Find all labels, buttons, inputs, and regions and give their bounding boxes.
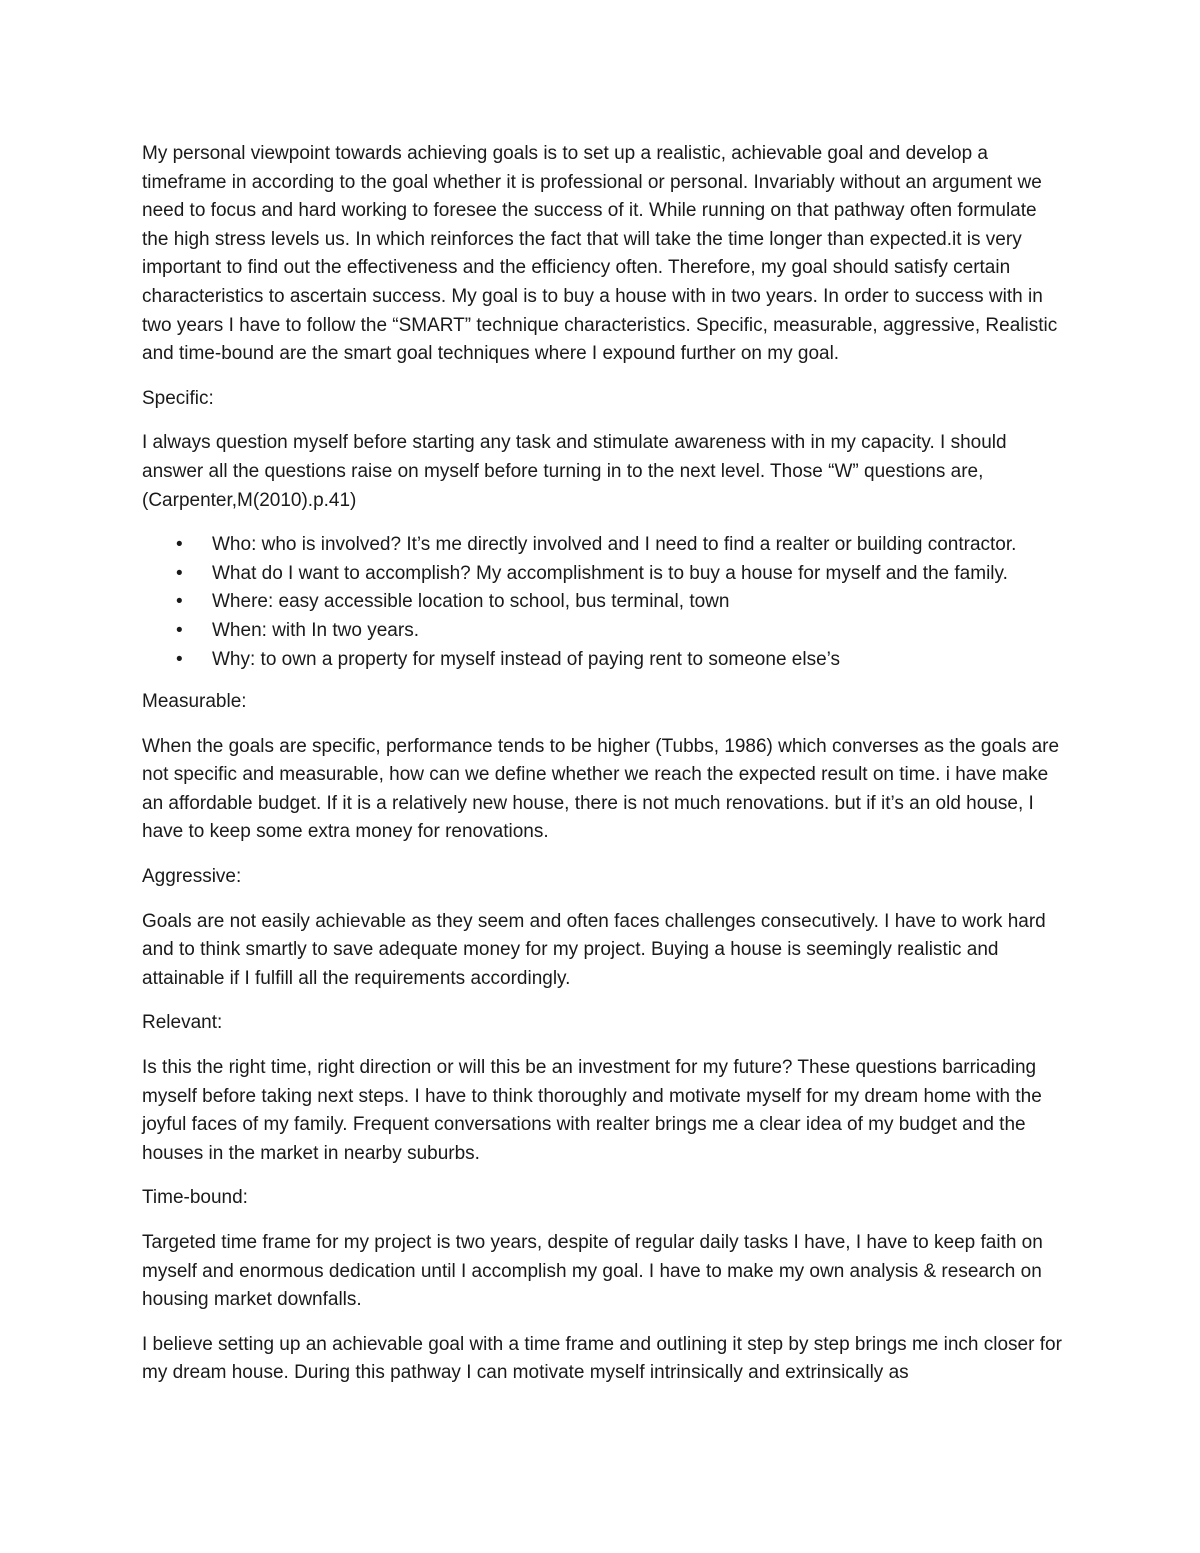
measurable-heading: Measurable: — [142, 691, 247, 713]
list-item-text: Why: to own a property for myself instead of paying rent to someone else’s — [212, 648, 841, 670]
w-questions-list — [142, 531, 1067, 674]
document-body — [142, 140, 1067, 1404]
list-item — [142, 617, 1067, 646]
list-item — [142, 588, 1067, 617]
list-item — [142, 646, 1067, 675]
bullet-icon: • — [176, 534, 183, 556]
bullet-icon: • — [176, 648, 183, 670]
bullet-icon: • — [176, 562, 183, 584]
relevant-paragraph: Is this the right time, right direction or will this be an investment for my future? These questions barricading myself before taking next steps. I have to think thoroughly and motivate myself for my dream home with the joyful faces of my family. Frequent conversations with realter brings me a clear idea of my budget and the houses in the market in nearby suburbs. — [142, 1057, 1042, 1164]
closing-paragraph: I believe setting up an achievable goal with a time frame and outlining it step by step brings me inch closer for my dream house. During this pathway I can motivate myself intrinsically and extrinsically as — [142, 1333, 1062, 1384]
measurable-paragraph: When the goals are specific, performance tends to be higher (Tubbs, 1986) which converses as the goals are not specific and measurable, how can we define whether we reach the expected result on time. i have make an affordable budget. If it is a relatively new house, there is not much renovations. but if it’s an old house, I have to keep some extra money for renovations. — [142, 735, 1060, 843]
timebound-paragraph: Targeted time frame for my project is two years, despite of regular daily tasks I have, I have to keep faith on myself and enormous dedication until I accomplish my goal. I have to make my own analysis & research on housing market downfalls. — [142, 1232, 1043, 1311]
list-item — [142, 560, 1067, 589]
list-item-text: Who: who is involved? It’s me directly involved and I need to find a realter or building contractor. — [212, 534, 1017, 556]
aggressive-paragraph: Goals are not easily achievable as they seem and often faces challenges consecutively. I have to work hard and to think smartly to save adequate money for my project. Buying a house is seemingly realistic and attainable if I fulfill all the requirements accordingly. — [142, 910, 1046, 989]
aggressive-heading: Aggressive: — [142, 866, 242, 888]
bullet-icon: • — [176, 591, 183, 613]
list-item-text: What do I want to accomplish? My accomplishment is to buy a house for myself and the family. — [212, 562, 1008, 584]
intro-paragraph: My personal viewpoint towards achieving goals is to set up a realistic, achievable goal and develop a timeframe in according to the goal whether it is professional or personal. Invariably without an argument we need to focus and hard working to foresee the success of it. While running on that pathway often formulate the high stress levels us. In which reinforces the fact that will take the time longer than expected.it is very important to find out the effectiveness and the efficiency often. Therefore, my goal should satisfy certain characteristics to ascertain success. My goal is to buy a house with in two years. In order to success with in two years I have to follow the “SMART” technique characteristics. Specific, measurable, aggressive, Realistic and time-bound are the smart goal techniques where I expound further on my goal. — [142, 143, 1058, 365]
list-item-text: Where: easy accessible location to school, bus terminal, town — [212, 591, 730, 613]
relevant-heading: Relevant: — [142, 1012, 223, 1034]
specific-heading: Specific: — [142, 387, 214, 409]
list-item — [142, 531, 1067, 560]
bullet-icon: • — [176, 619, 183, 641]
specific-paragraph: I always question myself before starting any task and stimulate awareness with in my capacity. I should answer all the questions raise on myself before turning in to the next level. Those “W” questions are, (Carpenter,M(2010).p.41) — [142, 432, 1007, 511]
list-item-text: When: with In two years. — [212, 619, 419, 641]
timebound-heading: Time-bound: — [142, 1187, 248, 1209]
